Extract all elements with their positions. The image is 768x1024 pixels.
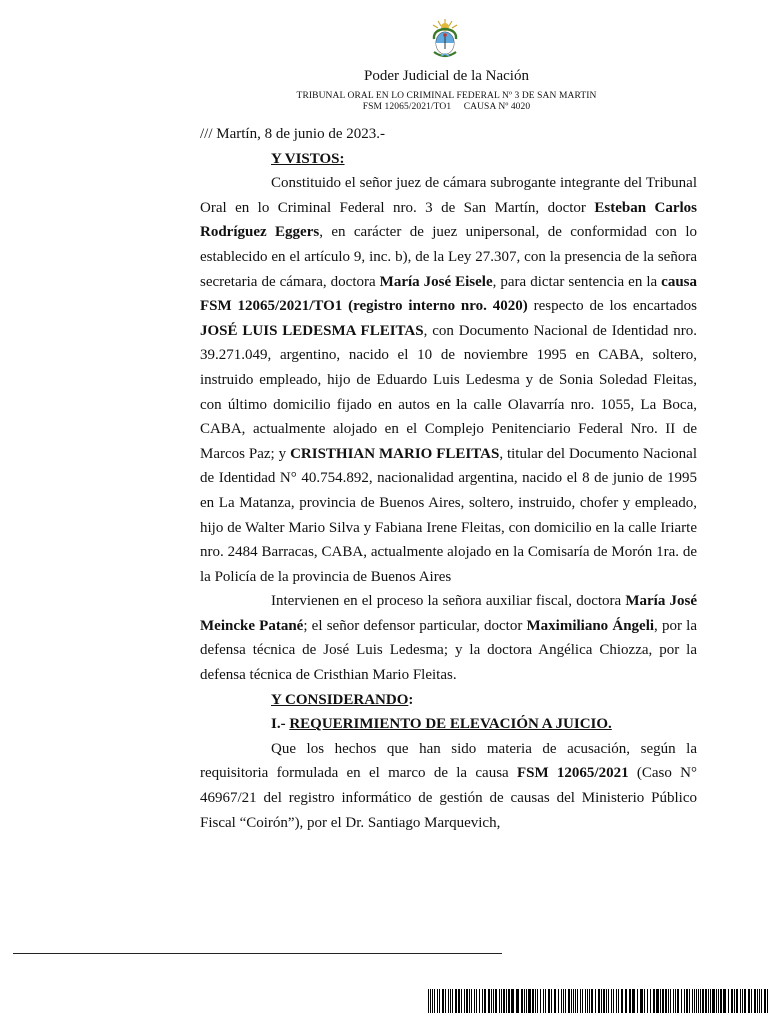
- considerando-heading: Y CONSIDERANDO:: [271, 691, 414, 708]
- institution-name: Poder Judicial de la Nación: [364, 68, 529, 84]
- paragraph-hechos: Que los hechos que han sido materia de acusación, según la requisitoria formulada en el marco de la causa FSM 12065/2021 (Caso N° 46967/21 del registro informático de gestión de causas del Ministerio Público Fiscal “Coirón”), por el Dr. Santiago Marquevich,: [200, 740, 698, 831]
- barcode-icon: [428, 989, 768, 1013]
- paragraph-constituido: Constituido el señor juez de cámara subrogante integrante del Tribunal Oral en lo Criminal Federal nro. 3 de San Martín, doctor Esteban Carlos Rodríguez Eggers, en carácter de juez unipersonal, de conformidad con lo establecido en el artículo 9, inc. b), de la Ley 27.307, con la presencia de la señora secretaria de cámara, doctora María José Eisele, para dictar sentencia en la causa FSM 12065/2021/TO1 (registro interno nro. 4020) respecto de los encartados JOSÉ LUIS LEDESMA FLEITAS, con Documento Nacional de Identidad nro. 39.271.049, argentino, nacido el 10 de noviembre 1995 en CABA, soltero, instruido empleado, hijo de Eduardo Luis Ledesma y de Sonia Soledad Fleitas, con último domicilio fijado en autos en la calle Olavarría nro. 1055, La Boca, CABA, actualmente alojado en el Complejo Penitenciario Federal Nro. II de Marcos Paz; y CRISTHIAN MARIO FLEITAS, titular del Documento Nacional de Identidad N° 40.754.892, nacionalidad argentina, nacido el 8 de junio de 1995 en La Matanza, provincia de Buenos Aires, soltero, instruido, chofer y empleado, hijo de Walter Mario Silva y Fabiana Irene Fleitas, con domicilio en la calle Iriarte nro. 2484 Barracas, CABA, actualmente alojado en la Comisaría de Morón 1ra. de la Policía de la provincia de Buenos Aires: [200, 175, 697, 585]
- case-file-number: FSM 12065/2021/TO1: [362, 102, 452, 112]
- section-heading: I.- REQUERIMIENTO DE ELEVACIÓN A JUICIO.: [271, 716, 612, 733]
- document-body: [200, 122, 697, 835]
- court-name: TRIBUNAL ORAL EN LO CRIMINAL FEDERAL Nº 3 DE SAN MARTIN: [296, 91, 597, 101]
- date-line: /// Martín, 8 de junio de 2023.-: [200, 126, 385, 142]
- paragraph-intervienen: Intervienen en el proceso la señora auxiliar fiscal, doctora María José Meincke Patané; el señor defensor particular, doctor Maximiliano Ángeli, por la defensa técnica de José Luis Ledesma; y la doctora Angélica Chiozza, por la defensa técnica de Cristhian Mario Fleitas.: [200, 593, 697, 684]
- footnote-separator: [13, 953, 502, 954]
- vistos-heading: Y VISTOS:: [271, 150, 345, 167]
- case-reference-line: [0, 102, 768, 112]
- coat-of-arms-icon: [428, 18, 462, 60]
- case-internal-number: CAUSA Nº 4020: [463, 102, 531, 112]
